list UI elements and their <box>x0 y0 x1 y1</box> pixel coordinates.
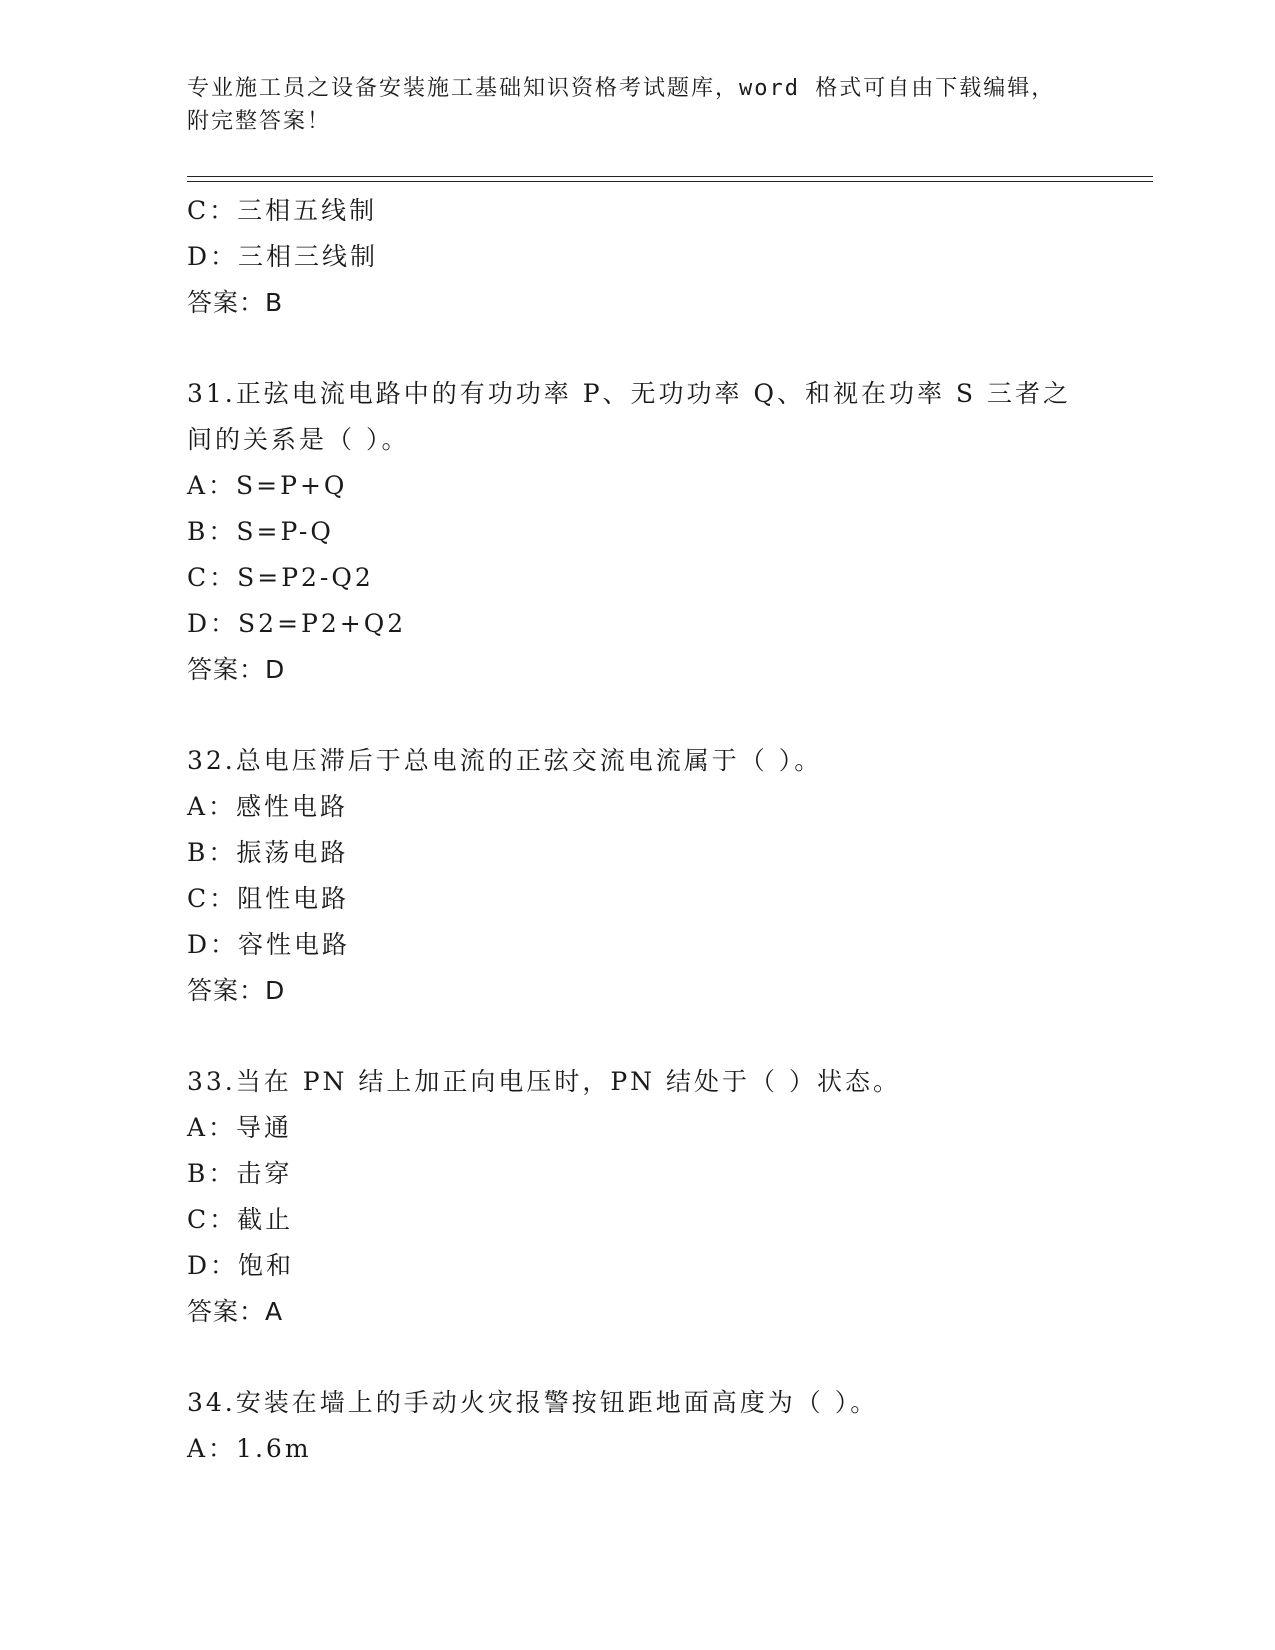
option-a: A：感性电路 <box>187 792 349 821</box>
header-line-1: 专业施工员之设备安装施工基础知识资格考试题库，word 格式可自由下载编辑， <box>187 76 1056 101</box>
question-33 <box>187 1059 1087 1335</box>
question-stem-cont: 间的关系是（ ）。 <box>187 425 410 454</box>
question-list <box>187 188 1087 1472</box>
question-fragment <box>187 188 1087 326</box>
question-32 <box>187 738 1087 1014</box>
option-d: D：容性电路 <box>187 930 351 959</box>
option-b: B：振荡电路 <box>187 838 349 867</box>
question-stem: 33.当在 PN 结上加正向电压时，PN 结处于（ ）状态。 <box>187 1067 901 1096</box>
option-a: A：导通 <box>187 1113 293 1142</box>
answer-line: 答案：A <box>187 1297 284 1326</box>
spacer <box>187 693 1087 738</box>
option-a: A：S=P+Q <box>187 471 348 500</box>
question-stem: 31.正弦电流电路中的有功功率 P、无功功率 Q、和视在功率 S 三者之 <box>187 379 1071 408</box>
header-line-2: 附完整答案！ <box>187 109 332 134</box>
option-d: D：饱和 <box>187 1251 295 1280</box>
option-d: D：S2=P2+Q2 <box>187 609 407 638</box>
header-rule-bottom <box>187 181 1153 182</box>
option-a: A：1.6m <box>187 1434 312 1463</box>
question-stem: 34.安装在墙上的手动火灾报警按钮距地面高度为（ ）。 <box>187 1388 879 1417</box>
spacer <box>187 1014 1087 1059</box>
option-b: B：S=P-Q <box>187 517 334 546</box>
answer-line: 答案：D <box>187 655 286 684</box>
spacer <box>187 326 1087 371</box>
answer-line: 答案：B <box>187 288 284 317</box>
header-rule-top <box>187 176 1153 177</box>
option-c: C：阻性电路 <box>187 884 350 913</box>
option-d: D：三相三线制 <box>187 242 379 271</box>
question-34 <box>187 1380 1087 1472</box>
option-c: C：S=P2-Q2 <box>187 563 374 592</box>
option-c: C：截止 <box>187 1205 294 1234</box>
question-stem: 32.总电压滞后于总电流的正弦交流电流属于（ ）。 <box>187 746 823 775</box>
document-header <box>187 72 1087 138</box>
option-b: B：击穿 <box>187 1159 293 1188</box>
question-31 <box>187 371 1087 693</box>
answer-line: 答案：D <box>187 976 286 1005</box>
option-c: C：三相五线制 <box>187 196 378 225</box>
spacer <box>187 1335 1087 1380</box>
